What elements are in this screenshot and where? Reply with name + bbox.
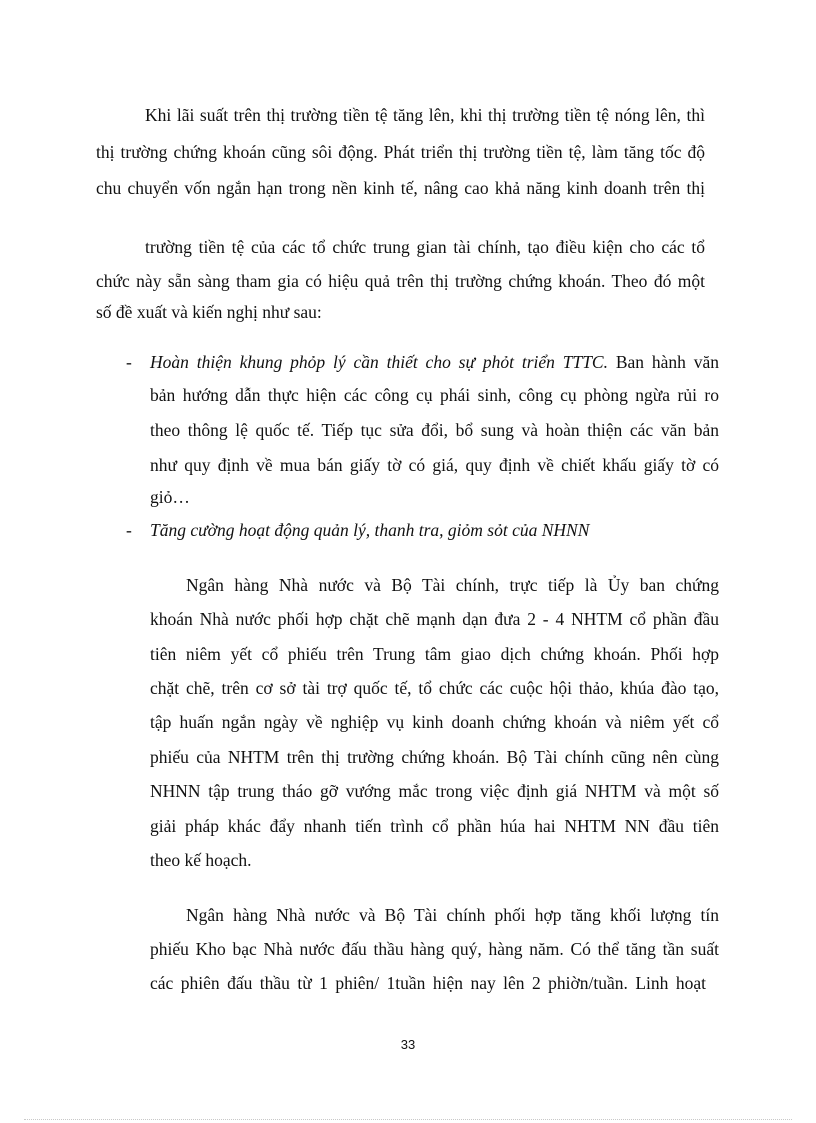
- page-bottom-rule: [24, 1119, 792, 1120]
- bullet1-line-5: giỏ…: [150, 487, 190, 507]
- p3-line-8: giải pháp khác đẩy nhanh tiến trình cổ phần húa hai NHTM NN đầu tiên: [150, 816, 719, 836]
- p4-line-2: phiếu Kho bạc Nhà nước đấu thầu hàng quý, hàng năm. Có thể tăng tần suất: [150, 939, 719, 959]
- p3-line-7: NHNN tập trung tháo gỡ vướng mắc trong việc định giá NHTM và một số: [150, 781, 719, 801]
- p1-line-2: thị trường chứng khoán cũng sôi động. Phát triển thị trường tiền tệ, làm tăng tốc độ: [96, 142, 705, 162]
- p3-line-6: phiếu của NHTM trên thị trường chứng khoán. Bộ Tài chính cũng nên cùng: [150, 747, 719, 767]
- bullet-dash-1: -: [126, 352, 132, 372]
- p2-line-3: số đề xuất và kiến nghị như sau:: [96, 302, 322, 322]
- p1-line-1: Khi lãi suất trên thị trường tiền tệ tăng lên, khi thị trường tiền tệ nóng lên, thì: [145, 105, 705, 125]
- bullet1-rest: Ban hành văn: [607, 352, 719, 372]
- p3-line-9: theo kế hoạch.: [150, 850, 252, 870]
- bullet1-line-3: theo thông lệ quốc tế. Tiếp tục sửa đổi, bổ sung và hoàn thiện các văn bản: [150, 420, 719, 440]
- p4-line-3: các phiên đấu thầu từ 1 phiên/ 1tuần hiện nay lên 2 phiờn/tuần. Linh hoạt: [150, 973, 706, 993]
- p3-line-5: tập huấn ngắn ngày về nghiệp vụ kinh doanh chứng khoán và niêm yết cổ: [150, 712, 719, 732]
- bullet1-line-2: bản hướng dẫn thực hiện các công cụ phái sinh, công cụ phòng ngừa rủi ro: [150, 385, 719, 405]
- p3-line-1: Ngân hàng Nhà nước và Bộ Tài chính, trực tiếp là Ủy ban chứng: [186, 575, 719, 595]
- page-number: 33: [400, 1037, 416, 1052]
- p1-line-3: chu chuyển vốn ngắn hạn trong nền kinh tế, nâng cao khả năng kinh doanh trên thị: [96, 178, 705, 198]
- p2-line-1: trường tiền tệ của các tổ chức trung gian tài chính, tạo điều kiện cho các tổ: [145, 237, 705, 257]
- bullet1-first-line: [150, 351, 719, 373]
- p3-line-3: tiên niêm yết cổ phiếu trên Trung tâm giao dịch chứng khoán. Phối hợp: [150, 644, 719, 664]
- p4-line-1: Ngân hàng Nhà nước và Bộ Tài chính phối hợp tăng khối lượng tín: [186, 905, 719, 925]
- p3-line-2: khoán Nhà nước phối hợp chặt chẽ mạnh dạn đưa 2 - 4 NHTM cổ phần đầu: [150, 609, 719, 629]
- bullet1-italic-lead: Hoàn thiện khung phỏp lý cần thiết cho sự phỏt triển TTTC.: [150, 352, 608, 372]
- bullet-dash-2: -: [126, 520, 132, 540]
- bullet2-italic-text: Tăng cường hoạt động quản lý, thanh tra, giỏm sỏt của NHNN: [150, 520, 590, 540]
- bullet1-line-4: như quy định về mua bán giấy tờ có giá, quy định về chiết khấu giấy tờ có: [150, 455, 719, 475]
- p3-line-4: chặt chẽ, trên cơ sở tài trợ quốc tế, tổ chức các cuộc hội thảo, khúa đào tạo,: [150, 678, 719, 698]
- p2-line-2: chức này sẵn sàng tham gia có hiệu quả trên thị trường chứng khoán. Theo đó một: [96, 271, 705, 291]
